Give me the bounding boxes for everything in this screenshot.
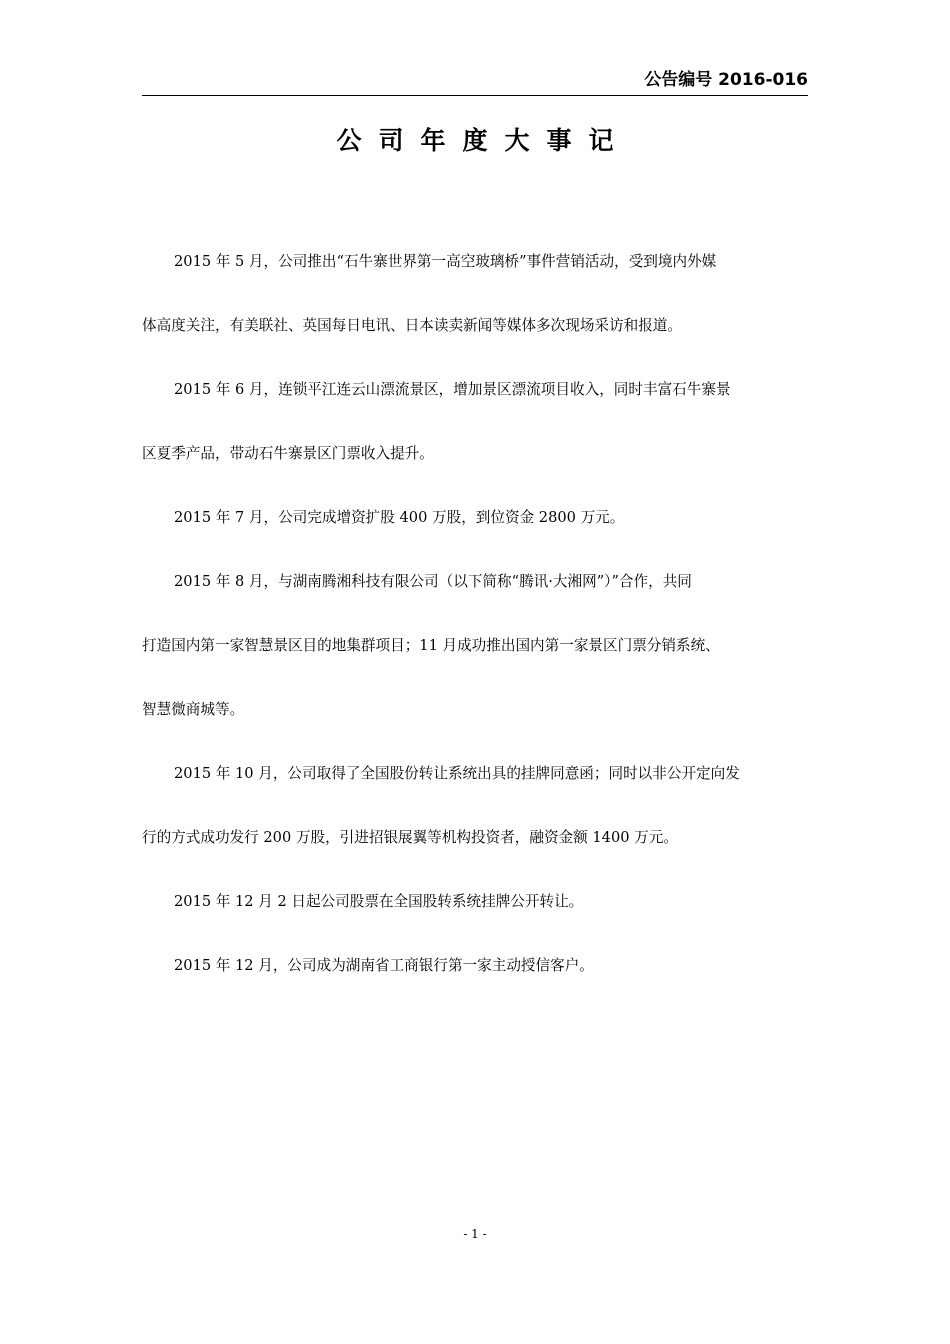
event-paragraph-december-listing [142, 870, 808, 934]
event-line: 2015 年 8 月，与湖南腾湘科技有限公司（以下简称“腾讯·大湘网”）”合作，共同 [174, 573, 692, 590]
event-line: 2015 年 6 月，连锁平江连云山漂流景区，增加景区漂流项目收入，同时丰富石牛寨景 [174, 381, 731, 398]
event-paragraph-december-credit [142, 934, 808, 998]
event-paragraph-june [142, 358, 808, 486]
notice-number: 公告编号 2016-016 [644, 70, 808, 90]
page-number: - 1 - [463, 1227, 487, 1241]
event-line: 智慧微商城等。 [142, 701, 245, 718]
event-line: 区夏季产品，带动石牛寨景区门票收入提升。 [142, 445, 434, 462]
event-line: 2015 年 12 月，公司成为湖南省工商银行第一家主动授信客户。 [174, 957, 594, 974]
event-list [142, 230, 808, 998]
event-line: 2015 年 5 月，公司推出“石牛寨世界第一高空玻璃桥”事件营销活动，受到境内外媒 [174, 253, 717, 270]
event-line: 打造国内第一家智慧景区目的地集群项目；11 月成功推出国内第一家景区门票分销系统、 [142, 637, 720, 654]
page-title: 公司年度大事记 [336, 126, 631, 155]
event-paragraph-july [142, 486, 808, 550]
event-paragraph-october [142, 742, 808, 870]
event-line: 2015 年 10 月，公司取得了全国股份转让系统出具的挂牌同意函；同时以非公开定向发 [174, 765, 740, 782]
event-paragraph-may [142, 230, 808, 358]
event-line: 行的方式成功发行 200 万股，引进招银展翼等机构投资者，融资金额 1400 万元。 [142, 829, 678, 846]
event-line: 2015 年 12 月 2 日起公司股票在全国股转系统挂牌公开转让。 [174, 893, 584, 910]
header-divider [142, 95, 808, 96]
event-line: 体高度关注，有美联社、英国每日电讯、日本读卖新闻等媒体多次现场采访和报道。 [142, 317, 682, 334]
event-paragraph-august [142, 550, 808, 742]
event-line: 2015 年 7 月，公司完成增资扩股 400 万股，到位资金 2800 万元。 [174, 509, 625, 526]
